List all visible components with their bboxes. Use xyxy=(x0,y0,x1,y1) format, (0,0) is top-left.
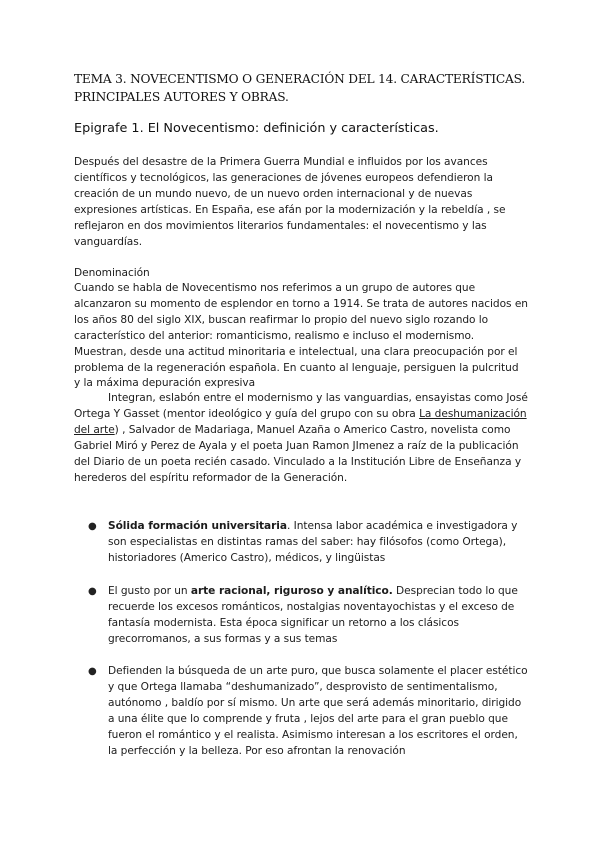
list-item-prefix: El gusto por un xyxy=(108,585,191,597)
list-item-text: . Intensa labor académica e investigadora y son especialistas en distintas ramas del saber: hay filósofos (como Ortega), historiadores (Americo Castro), médicos, y lingüistas xyxy=(108,520,518,564)
bullet-icon: ● xyxy=(88,586,97,597)
title-line-1: TEMA 3. NOVECENTISMO O GENERACIÓN DEL 14. CARACTERÍSTICAS. xyxy=(74,72,525,86)
section-subtitle: Epigrafe 1. El Novecentismo: definición y características. xyxy=(74,121,439,136)
integran-text-after: ) , Salvador de Madariaga, Manuel Azaña o Americo Castro, novelista como Gabriel Miró y Perez de Ayala y el poeta Juan Ramon JImenez a raíz de la publicación del Diario de un poeta recién casado. Vinculado a la Institución Libre de Enseñanza y herederos del espíritu reformador de la Generación. xyxy=(74,423,522,484)
list-item-bold: Sólida formación universitaria xyxy=(108,520,287,532)
denominacion-paragraph: Cuando se habla de Novecentismo nos referimos a un grupo de autores que alcanzaron su momento de esplendor en torno a 1914. Se trata de autores nacidos en los años 80 del siglo XIX, buscan reafirmar lo propio del nuevo siglo rozando lo característico del anterior: romanticismo, realismo e incluso el modernismo. Muestran, desde una actitud minoritaria e intelectual, una clara preocupación por el problema de la regeneración española. En cuanto al lenguaje, persiguen la pulcritud y la máxima depuración expresiva xyxy=(74,282,528,390)
list-item xyxy=(88,584,528,648)
bullet-icon: ● xyxy=(88,521,97,532)
integran-text-before: Integran, eslabón entre el modernismo y las vanguardias, ensayistas como José Ortega Y Gasset (mentor ideológico y guía del grupo con su obra xyxy=(74,392,528,420)
list-item xyxy=(88,664,528,759)
list-item-text: Desprecian todo lo que recuerde los excesos románticos, nostalgias noventayochistas y el exceso de fantasía modernista. Esta época significar un retorno a los clásicos grecorromanos, a sus formas y a sus temas xyxy=(108,585,518,645)
list-item-bold: arte racional, riguroso y analítico. xyxy=(190,585,393,597)
intro-paragraph: Después del desastre de la Primera Guerra Mundial e influidos por los avances científicos y tecnológicos, las generaciones de jóvenes europeos defendieron la creación de un mundo nuevo, de un nuevo orden internacional y de nuevas expresiones artísticas. En España, ese afán por la modernización y la rebeldía , se reflejaron en dos movimientos literarios fundamentales: el novecentismo y las vanguardías. xyxy=(74,156,506,248)
book-title-link: La deshumanización del arte xyxy=(74,407,527,436)
title-line-2: PRINCIPALES AUTORES Y OBRAS. xyxy=(74,90,289,104)
list-item-text: Defienden la búsqueda de un arte puro, que busca solamente el placer estético y que Ortega llamaba “deshumanizado”, desprovisto de sentimentalismo, autónomo , baldío por sí mismo. Un arte que será además minoritario, dirigido a una élite que lo comprende y fruta , lejos del arte para el gran pueblo que fueron el romántico y el realista. Asimismo interesan a los escritores el orden, la perfección y la belleza. Por eso afrontan la renovación xyxy=(108,665,528,757)
bullet-icon: ● xyxy=(88,666,97,677)
list-item xyxy=(88,519,528,567)
integran-paragraph xyxy=(74,391,528,486)
document-title xyxy=(74,70,554,106)
denominacion-heading: Denominación xyxy=(74,267,150,279)
